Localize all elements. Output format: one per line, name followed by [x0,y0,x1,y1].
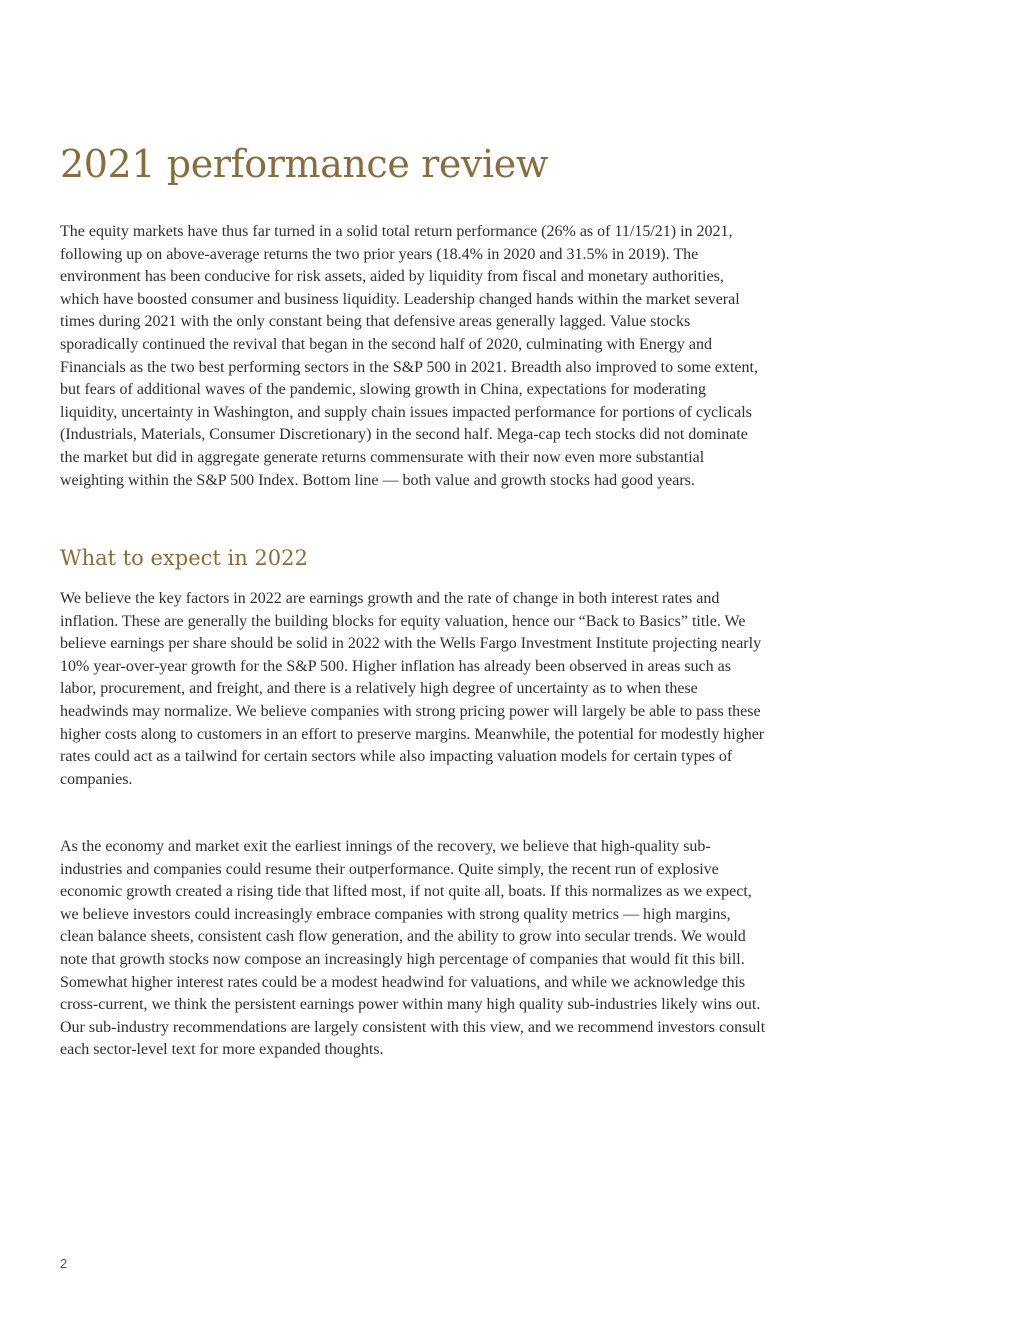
page-number: 2 [60,1256,68,1271]
performance-review-paragraph: The equity markets have thus far turned in a solid total return performance (26% as of 11/15/21) in 2021, following up on above-average returns the two prior years (18.4% in 2020 and 31.5% in 2019). The environment has been conducive for risk assets, aided by liquidity from fiscal and monetary authorities, which have boosted consumer and business liquidity. Leadership changed hands within the market several times during 2021 with the only constant being that defensive areas generally lagged. Value stocks sporadically continued the revival that began in the second half of 2020, culminating with Energy and Financials as the two best performing sectors in the S&P 500 in 2021. Breadth also improved to some extent, but fears of additional waves of the pandemic, slowing growth in China, expectations for moderating liquidity, uncertainty in Washington, and supply chain issues impacted performance for portions of cyclicals (Industrials, Materials, Consumer Discretionary) in the second half. Mega-cap tech stocks did not dominate the market but did in aggregate generate returns commensurate with their now even more substantial weighting within the S&P 500 Index. Bottom line — both value and growth stocks had good years. [60,223,758,489]
expectations-paragraph-1: We believe the key factors in 2022 are earnings growth and the rate of change in both interest rates and inflation. These are generally the building blocks for equity valuation, hence our “Back to Basics” title. We believe earnings per share should be solid in 2022 with the Wells Fargo Investment Institute projecting nearly 10% year-over-year growth for the S&P 500. Higher inflation has already been observed in areas such as labor, procurement, and freight, and there is a relatively high degree of uncertainty as to when these headwinds may normalize. We believe companies with strong pricing power will largely be able to pass these higher costs along to customers in an effort to preserve margins. Meanwhile, the potential for modestly higher rates could act as a tailwind for certain sectors while also impacting valuation models for certain types of companies. [60,590,765,788]
expectations-paragraph-2: As the economy and market exit the earliest innings of the recovery, we believe that high-quality sub-industries and companies could resume their outperformance. Quite simply, the recent run of explosive economic growth created a rising tide that lifted most, if not quite all, boats. If this normalizes as we expect, we believe investors could increasingly embrace companies with strong quality metrics — high margins, clean balance sheets, consistent cash flow generation, and the ability to grow into secular trends. We would note that growth stocks now compose an increasingly high percentage of companies that would fit this bill. Somewhat higher interest rates could be a modest headwind for valuations, and while we acknowledge this cross-current, we think the persistent earnings power within many high quality sub-industries likely wins out. Our sub-industry recommendations are largely consistent with this view, and we recommend investors consult each sector-level text for more expanded thoughts. [60,838,766,1059]
page-title: 2021 performance review [60,142,548,186]
section-subheading: What to expect in 2022 [60,546,308,570]
